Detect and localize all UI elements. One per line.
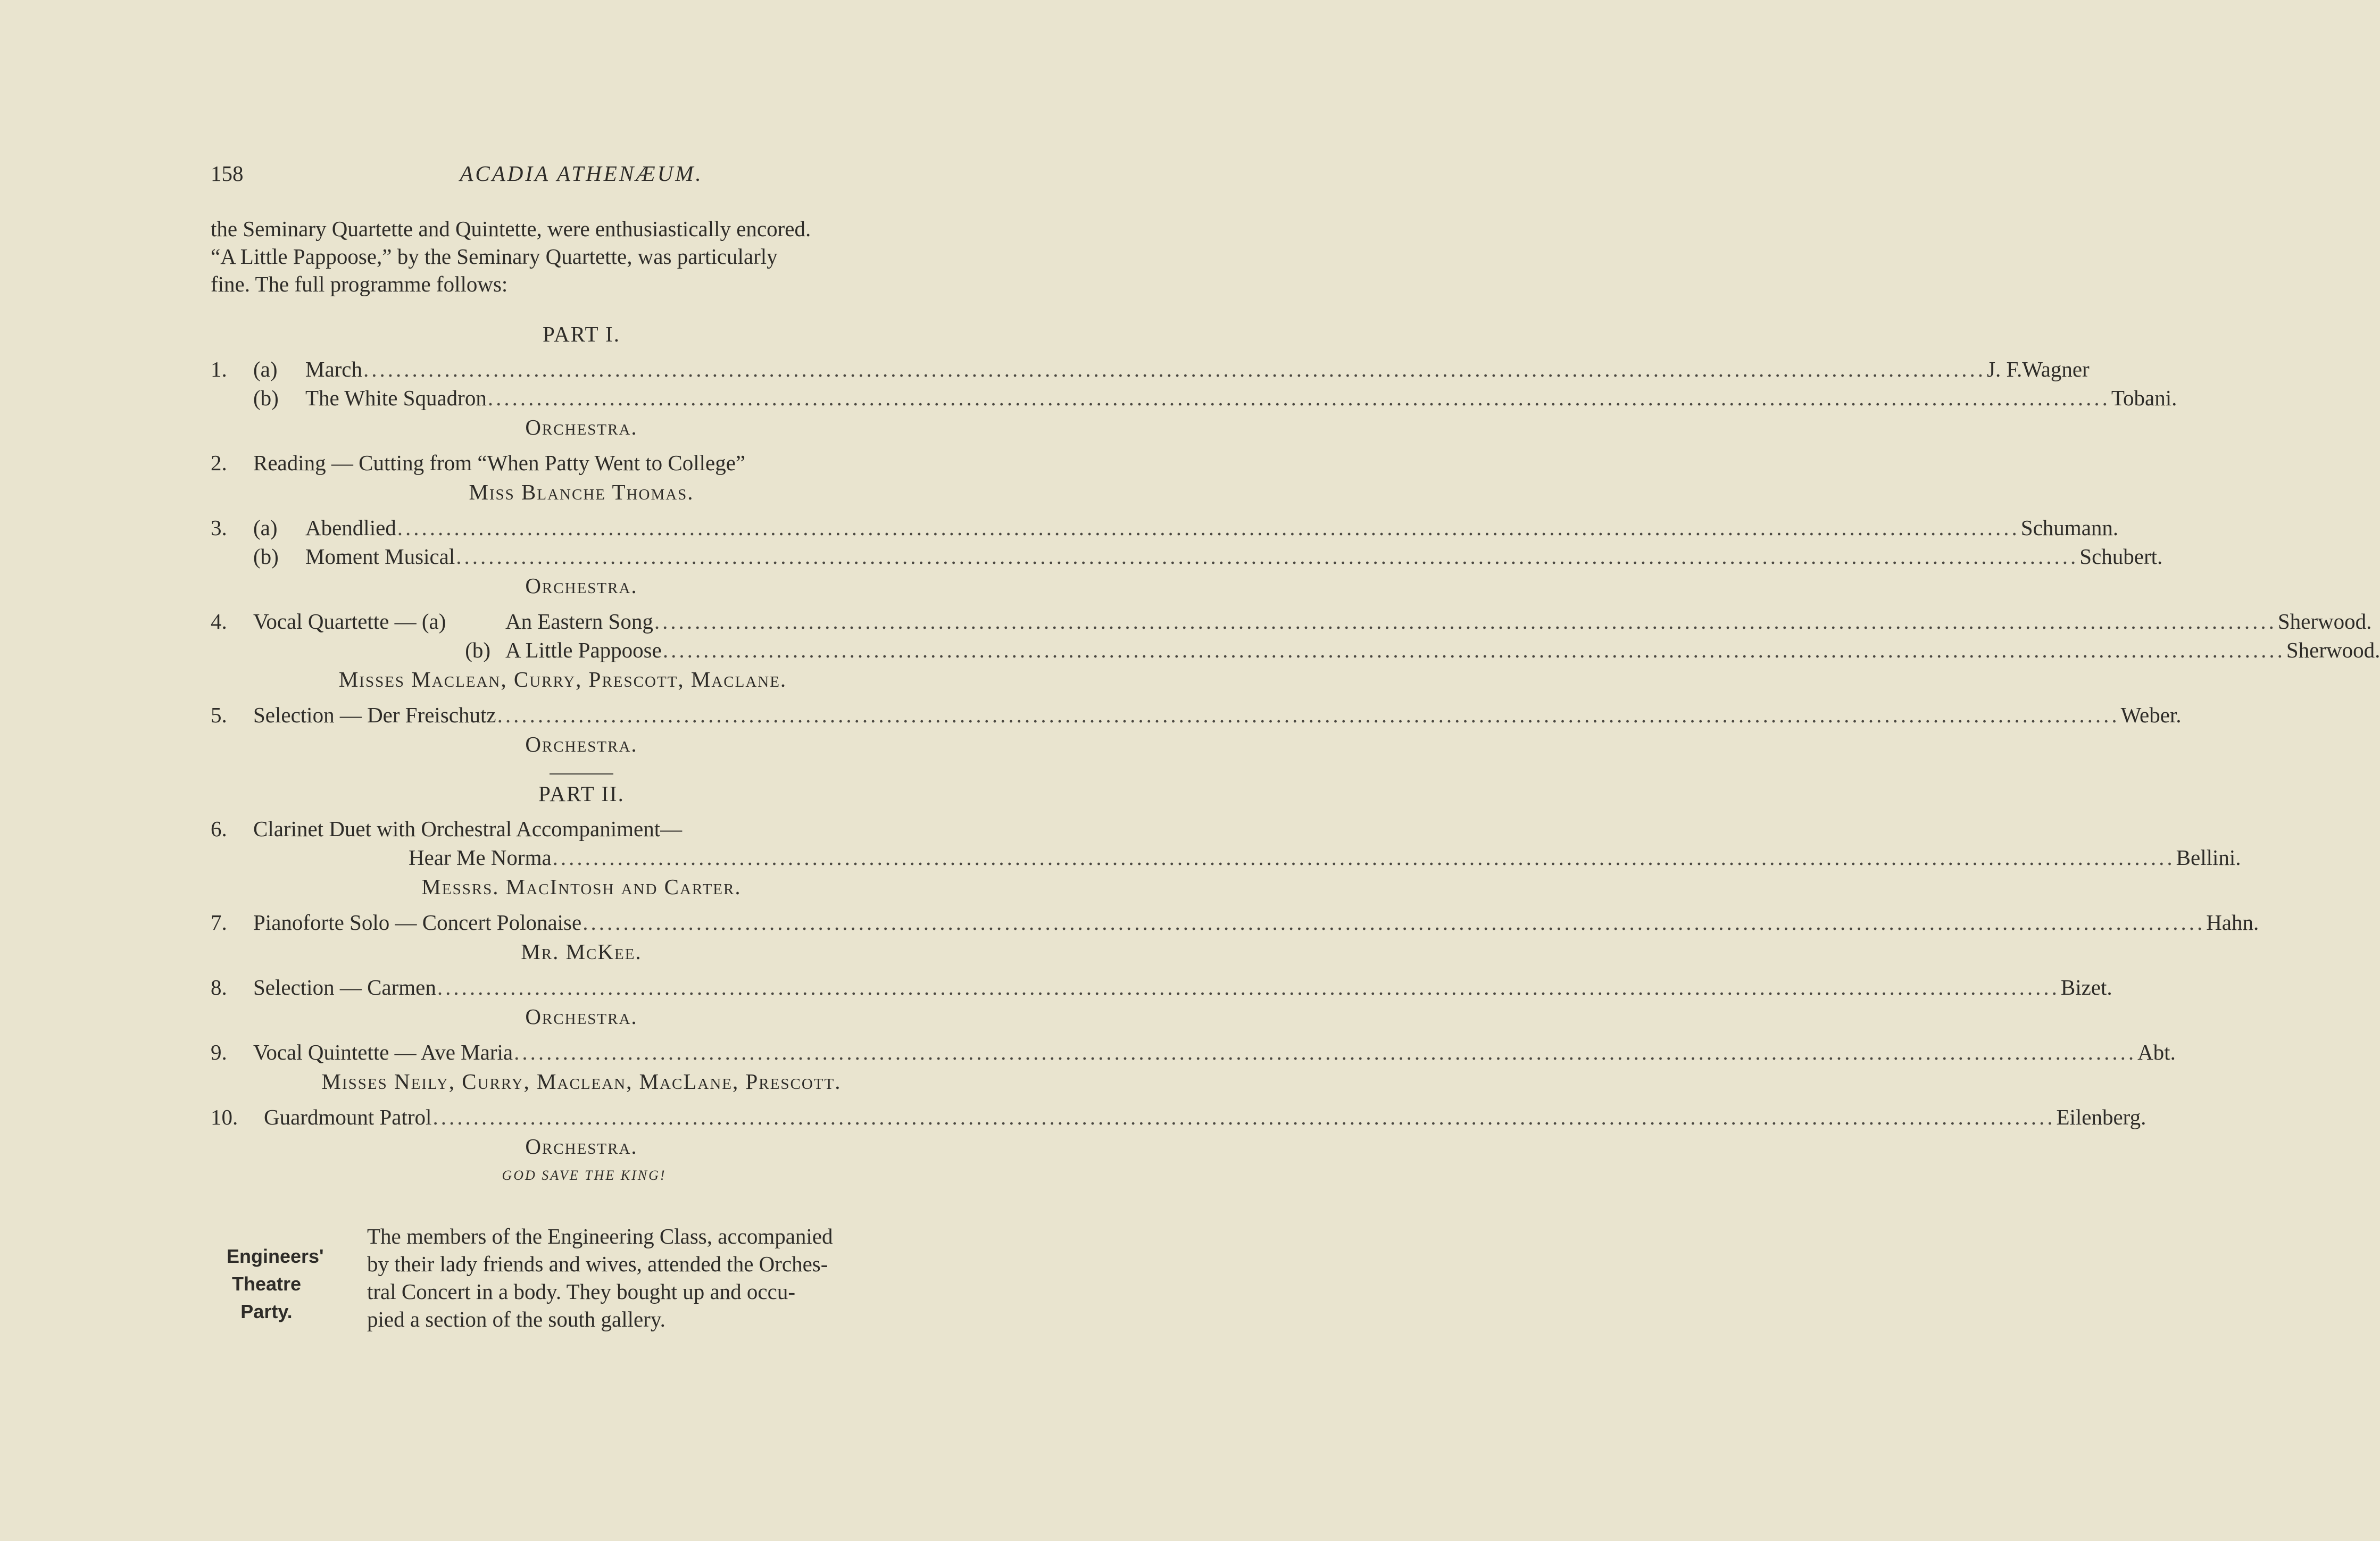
- programme-line: [211, 844, 2241, 872]
- closing-anthem: GOD SAVE THE KING!: [502, 1168, 667, 1183]
- side-heading-line: Theatre: [231, 1273, 302, 1295]
- sub-label: (a): [253, 357, 278, 381]
- programme-item-2: [211, 449, 952, 506]
- dot-leader: ........................................................................................................................................................................................................: [363, 357, 1986, 381]
- programme-line: [211, 701, 2182, 730]
- programme-item-6: [211, 815, 2241, 901]
- performer: Orchestra.: [525, 1134, 638, 1159]
- section-divider: [550, 773, 613, 774]
- piece-title: March: [305, 357, 363, 381]
- item-number: 7.: [211, 910, 227, 935]
- composer: Tobani.: [2111, 386, 2177, 410]
- part-one-heading: PART I.: [543, 322, 620, 346]
- piece-prefix: Vocal Quartette — (a): [253, 609, 446, 634]
- journal-title: ACADIA ATHENÆUM.: [460, 161, 703, 186]
- running-head: [211, 160, 952, 191]
- side-heading-line: Engineers': [227, 1245, 324, 1267]
- composer: Sherwood.: [2286, 638, 2380, 662]
- item-number: 2.: [211, 451, 227, 475]
- piece-title: Clarinet Duet with Orchestral Accompaniment—: [253, 817, 683, 841]
- item-number: 8.: [211, 975, 227, 999]
- performer: Messrs. MacIntosh and Carter.: [421, 874, 742, 899]
- item-number: 1.: [211, 357, 227, 381]
- performer: Orchestra.: [525, 1004, 638, 1029]
- dot-leader: ........................................................................................................................................................................................................: [456, 544, 2079, 569]
- performer: Misses Maclean, Curry, Prescott, Maclane.: [338, 667, 787, 692]
- programme-line: [211, 543, 2163, 571]
- composer: Bellini.: [2176, 845, 2241, 870]
- intro-line: “A Little Pappoose,” by the Seminary Quartette, was particularly: [211, 244, 778, 269]
- sub-label: (a): [253, 515, 278, 540]
- programme-item-3: [211, 514, 2163, 600]
- engineers-section: [211, 1222, 952, 1339]
- piece-title: Guardmount Patrol: [264, 1105, 432, 1129]
- dot-leader: ........................................................................................................................................................................................................: [654, 609, 2277, 634]
- dot-leader: ........................................................................................................................................................................................................: [497, 703, 2120, 727]
- programme-item-5: [211, 701, 2182, 759]
- dot-leader: ........................................................................................................................................................................................................: [487, 386, 2110, 410]
- composer: Schumann.: [2020, 515, 2119, 540]
- composer: Sherwood.: [2277, 609, 2372, 634]
- piece-title: The White Squadron: [305, 386, 487, 410]
- side-heading: [227, 1243, 324, 1326]
- performer: Miss Blanche Thomas.: [469, 480, 694, 504]
- programme-item-7: [211, 909, 2259, 966]
- piece-title: A Little Pappoose: [505, 638, 662, 662]
- piece-title: Selection — Der Freischutz: [253, 703, 496, 727]
- piece-title: Pianoforte Solo — Concert Polonaise: [253, 910, 582, 935]
- performer: Orchestra.: [525, 573, 638, 598]
- page-content: [211, 160, 2380, 1339]
- sub-label: (b): [253, 544, 279, 569]
- composer: Schubert.: [2079, 544, 2163, 569]
- programme-item-4: [211, 607, 2380, 694]
- item-number: 6.: [211, 817, 227, 841]
- programme-line: [211, 815, 952, 844]
- intro-line: fine. The full programme follows:: [211, 272, 508, 296]
- item-number: 5.: [211, 703, 227, 727]
- programme-line: [211, 1103, 2146, 1132]
- performer: Mr. McKee.: [521, 939, 642, 964]
- programme-line: [211, 449, 952, 478]
- programme-item-1: [211, 355, 2177, 442]
- composer: Weber.: [2120, 703, 2182, 727]
- programme-line: [211, 514, 2119, 543]
- item-number: 9.: [211, 1040, 227, 1064]
- programme-line: [211, 607, 2372, 636]
- sub-label: (b): [253, 386, 279, 410]
- side-heading-line: Party.: [240, 1301, 293, 1322]
- dot-leader: ........................................................................................................................................................................................................: [582, 910, 2206, 935]
- programme-line: [211, 355, 2090, 384]
- programme-item-9: [211, 1038, 2176, 1096]
- composer: J. F.Wagner: [1987, 357, 2090, 381]
- composer: Abt.: [2137, 1040, 2176, 1064]
- piece-title: Moment Musical: [305, 544, 455, 569]
- dot-leader: ........................................................................................................................................................................................................: [432, 1105, 2056, 1129]
- dot-leader: ........................................................................................................................................................................................................: [397, 515, 2020, 540]
- programme-item-8: [211, 973, 2112, 1031]
- dot-leader: ........................................................................................................................................................................................................: [437, 975, 2060, 999]
- piece-title: Abendlied: [305, 515, 396, 540]
- performer: Misses Neily, Curry, Maclean, MacLane, Prescott.: [321, 1069, 842, 1094]
- item-number: 10.: [211, 1105, 238, 1129]
- piece-title: Hear Me Norma: [409, 845, 552, 870]
- engineers-paragraph: [367, 1222, 952, 1333]
- piece-title: An Eastern Song: [505, 609, 653, 634]
- page-number: 158: [211, 161, 244, 186]
- piece-title: Vocal Quintette — Ave Maria: [253, 1040, 513, 1064]
- part-two-heading: PART II.: [538, 781, 625, 806]
- programme-line: [211, 909, 2259, 937]
- performer: Orchestra.: [525, 415, 638, 439]
- composer: Bizet.: [2060, 975, 2112, 999]
- programme-line: [211, 636, 2380, 665]
- paragraph-line: by their lady friends and wives, attended the Orches-: [367, 1252, 828, 1276]
- composer: Eilenberg.: [2056, 1105, 2146, 1129]
- item-number: 4.: [211, 609, 227, 634]
- programme-line: [211, 973, 2112, 1002]
- paragraph-line: The members of the Engineering Class, accompanied: [367, 1224, 833, 1248]
- programme-line: [211, 384, 2177, 413]
- intro-paragraph: [211, 215, 952, 298]
- piece-prefix: (b): [465, 638, 490, 662]
- piece-title: Selection — Carmen: [253, 975, 436, 999]
- intro-line: the Seminary Quartette and Quintette, were enthusiastically encored.: [211, 216, 811, 241]
- paragraph-line: tral Concert in a body. They bought up and occu-: [367, 1279, 795, 1304]
- piece-title: Reading — Cutting from “When Patty Went to College”: [253, 451, 746, 475]
- item-number: 3.: [211, 515, 227, 540]
- dot-leader: ........................................................................................................................................................................................................: [662, 638, 2285, 662]
- performer: Orchestra.: [525, 732, 638, 756]
- composer: Hahn.: [2206, 910, 2259, 935]
- dot-leader: ........................................................................................................................................................................................................: [514, 1040, 2137, 1064]
- paragraph-line: pied a section of the south gallery.: [367, 1307, 665, 1331]
- programme-item-10: [211, 1103, 2146, 1161]
- dot-leader: ........................................................................................................................................................................................................: [552, 845, 2175, 870]
- programme-line: [211, 1038, 2176, 1067]
